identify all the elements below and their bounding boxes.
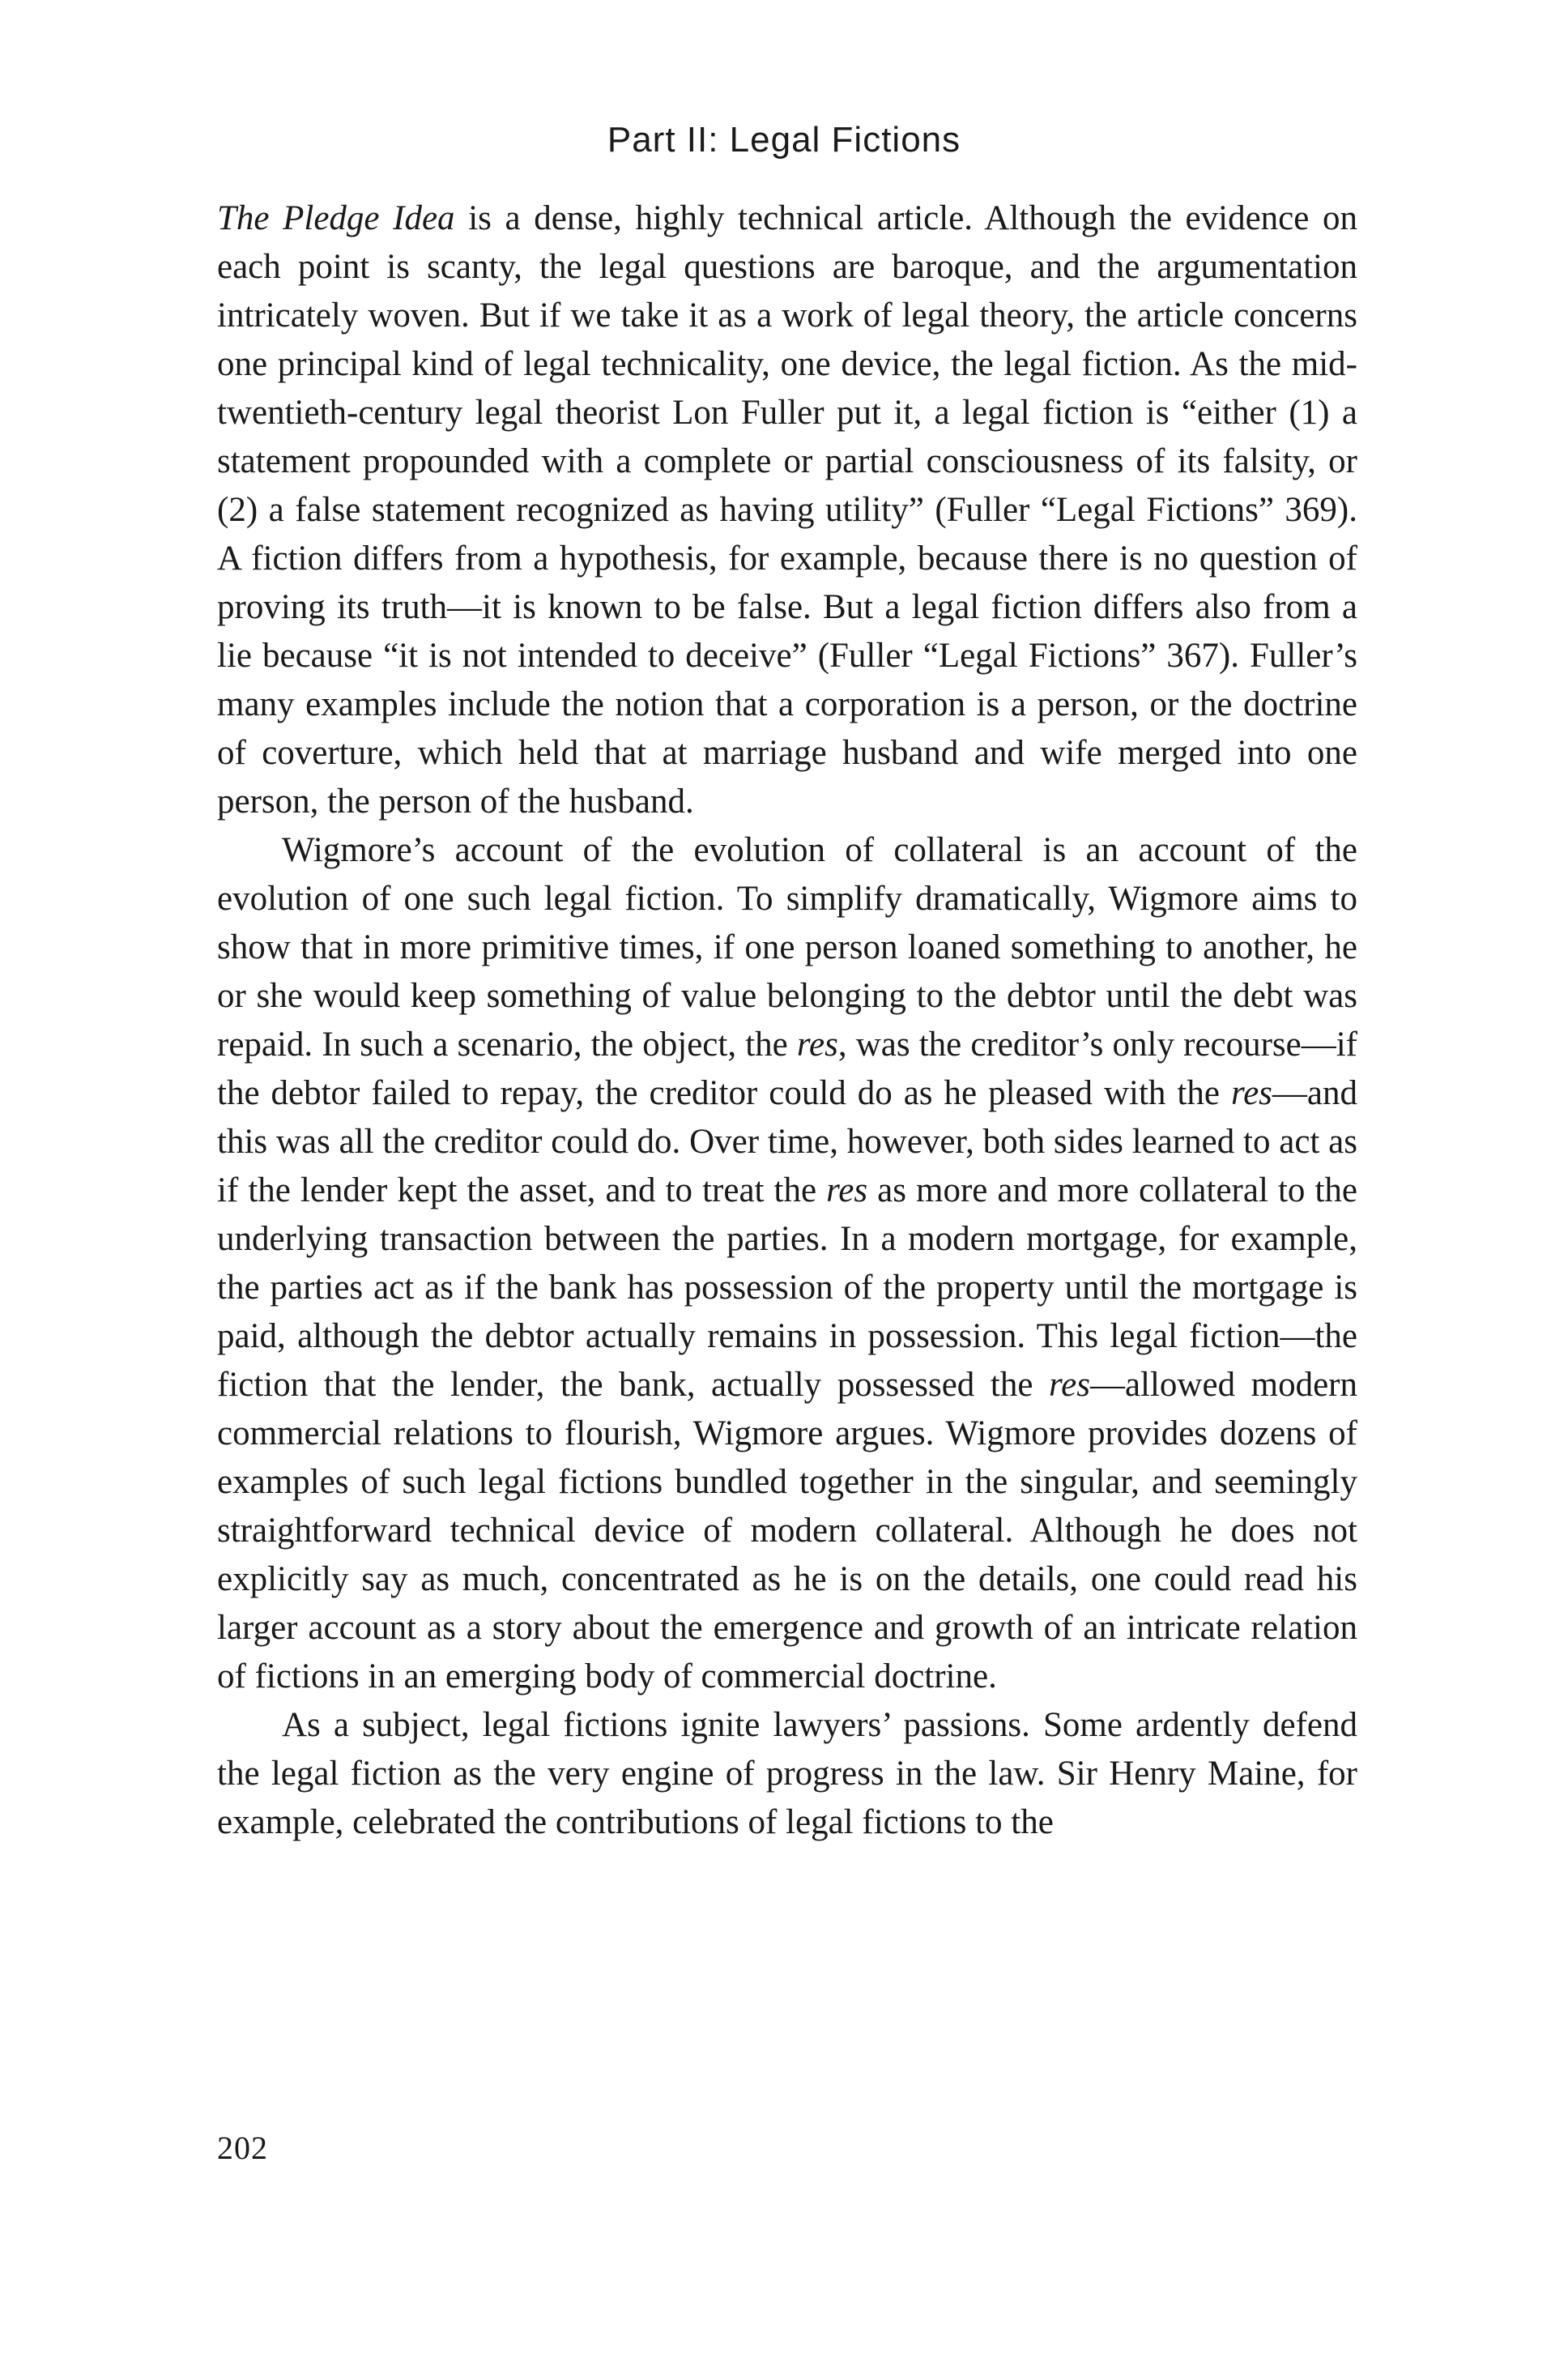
paragraph-1: [217, 194, 1357, 826]
paragraph-2-text: —and this was all the creditor could do. Over time, however, both sides learned to act as if the lender kept the asset, and to treat the: [217, 1074, 1357, 1209]
paragraph-2: [217, 826, 1357, 1701]
paragraph-2-text: as more and more collateral to the underlying transaction between the parties. In a modern mortgage, for example, the parties act as if the bank has possession of the property until the mortgage is paid, although the debtor actually remains in possession. This legal fiction—the fiction that the lender, the bank, actually possessed the: [217, 1171, 1357, 1404]
body-text: [217, 194, 1357, 1847]
paragraph-1-text: is a dense, highly technical article. Although the evidence on each point is scanty, the legal questions are baroque, and the argumentation intricately woven. But if we take it as a work of legal theory, the article concerns one principal kind of legal technicality, one device, the legal fiction. As the mid-twentieth-century legal theorist Lon Fuller put it, a legal fiction is “either (1) a statement propounded with a complete or partial consciousness of its falsity, or (2) a false statement recognized as having utility” (Fuller “Legal Fictions” 369). A fiction differs from a hypothesis, for example, because there is no question of proving its truth—it is known to be false. But a legal fiction differs also from a lie because “it is not intended to deceive” (Fuller “Legal Fictions” 367). Fuller’s many examples include the notion that a corporation is a person, or the doctrine of coverture, which held that at marriage husband and wife merged into one person, the person of the husband.: [217, 199, 1357, 821]
page-number: 202: [217, 2130, 268, 2166]
paragraph-2-text: , was the creditor’s only recourse—if the debtor failed to repay, the creditor could do as he pleased with the: [217, 1026, 1357, 1112]
paragraph-2-text: Wigmore’s account of the evolution of collateral is an account of the evolution of one such legal fiction. To simplify dramatically, Wigmore aims to show that in more primitive times, if one person loaned something to another, he or she would keep something of value belonging to the debtor until the debt was repaid. In such a scenario, the object, the: [217, 831, 1357, 1064]
term-res: res: [796, 1026, 838, 1064]
paragraph-3: [217, 1701, 1357, 1847]
term-res: res: [1048, 1366, 1090, 1404]
running-head: Part II: Legal Fictions: [607, 120, 961, 160]
article-title: The Pledge Idea: [217, 199, 455, 237]
paragraph-2-text: —allowed modern commercial relations to flourish, Wigmore argues. Wigmore provides dozens of examples of such legal fictions bundled together in the singular, and seemingly straightforward technical device of modern collateral. Although he does not explicitly say as much, concentrated as he is on the details, one could read his larger account as a story about the emergence and growth of an intricate relation of fictions in an emerging body of commercial doctrine.: [217, 1366, 1357, 1695]
term-res: res: [826, 1171, 868, 1209]
term-res: res: [1230, 1074, 1272, 1112]
paragraph-3-text: As a subject, legal fictions ignite lawyers’ passions. Some ardently defend the legal fiction as the very engine of progress in the law. Sir Henry Maine, for example, celebrated the contributions of legal fictions to the: [217, 1706, 1357, 1841]
